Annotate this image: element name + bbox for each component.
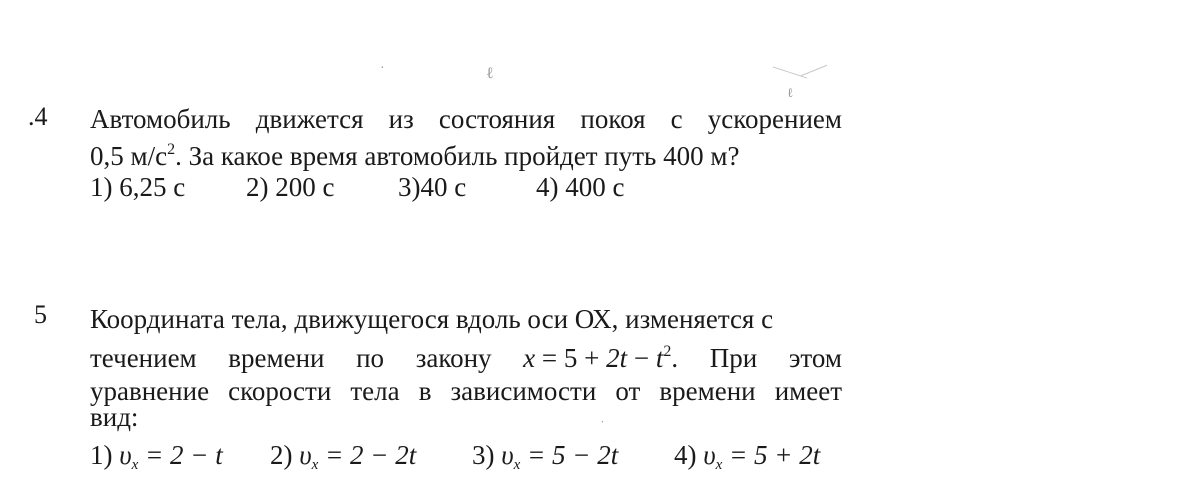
- word: по: [356, 343, 385, 373]
- word: времени: [659, 376, 756, 406]
- velocity-symbol: υ: [299, 440, 312, 470]
- option-label: 2): [270, 440, 293, 470]
- velocity-subscript: x: [311, 457, 319, 473]
- word: этом: [788, 343, 842, 373]
- problem-4-option-3: 3)40 с: [398, 172, 467, 202]
- problem-4-option-4: 4) 400 с: [536, 172, 625, 202]
- word: При: [709, 343, 758, 373]
- problem-5-line-4: вид:: [90, 402, 139, 432]
- scan-mark: [801, 65, 827, 76]
- word: состояния: [438, 104, 556, 134]
- eq-term: t: [655, 343, 664, 373]
- problem-5-line-1: Координата тела, движущегося вдоль оси ОХ, изменяется с: [90, 304, 774, 334]
- word: скорости: [228, 376, 332, 406]
- word: ускорением: [707, 104, 842, 134]
- velocity-subscript: x: [513, 457, 521, 473]
- velocity-subscript: x: [131, 457, 139, 473]
- problem-5-line-2: [90, 344, 842, 372]
- problem-5-option-2: [270, 442, 416, 473]
- velocity-symbol: υ: [119, 440, 132, 470]
- problem-4-line-1: [90, 106, 842, 133]
- word: уравнение: [90, 376, 210, 406]
- word: в: [418, 376, 432, 406]
- eq-term: 5: [563, 343, 578, 373]
- word: закону: [415, 343, 492, 373]
- scan-speck: ˙: [600, 419, 605, 434]
- problem-5-option-3: [472, 442, 618, 473]
- option-label: 3): [472, 440, 495, 470]
- problem-4-number: .4: [28, 102, 48, 131]
- word: течением: [90, 343, 197, 373]
- scan-mark: [773, 66, 808, 78]
- word: от: [615, 376, 641, 406]
- problem-4-option-2: 2) 200 с: [246, 172, 335, 202]
- problem-5-line-3: [90, 378, 842, 405]
- eq-end: .: [671, 343, 679, 373]
- question-text: . За какое время автомобиль пройдет путь 400 м?: [175, 141, 740, 171]
- eq-lhs: x: [523, 343, 536, 373]
- word: движется: [255, 104, 364, 134]
- acceleration-value: 0,5 м/с: [90, 141, 168, 171]
- eq-exponent: 2: [663, 343, 672, 360]
- eq-plus: +: [584, 343, 600, 373]
- scan-speck: ·: [380, 61, 385, 76]
- scan-speck: ℓ: [486, 65, 494, 82]
- velocity-symbol: υ: [501, 440, 514, 470]
- option-equation: = 5 + 2t: [729, 440, 821, 470]
- velocity-subscript: x: [715, 457, 723, 473]
- word: Автомобиль: [90, 104, 231, 134]
- exponent: 2: [167, 141, 176, 158]
- eq-term: 2t: [606, 343, 628, 373]
- option-equation: = 5 − 2t: [527, 440, 619, 470]
- eq-minus: −: [633, 343, 650, 373]
- option-equation: = 2 − 2t: [325, 440, 417, 470]
- eq-sign: =: [541, 343, 558, 373]
- problem-4-line-2: [90, 142, 739, 170]
- problem-4-option-1: 1) 6,25 с: [90, 172, 186, 202]
- word: из: [388, 104, 414, 134]
- word: тела: [350, 376, 400, 406]
- option-label: 1): [90, 440, 113, 470]
- problem-5-option-4: [674, 442, 820, 473]
- word: покоя: [580, 104, 646, 134]
- word: времени: [228, 343, 325, 373]
- option-equation: = 2 − t: [145, 440, 223, 470]
- scan-speck: ℓ: [787, 85, 794, 100]
- coordinate-law-equation: [523, 344, 678, 372]
- word: с: [670, 104, 683, 134]
- word: имеет: [774, 376, 842, 406]
- problem-5-number: 5: [34, 300, 47, 329]
- velocity-symbol: υ: [703, 440, 716, 470]
- problem-5-option-1: [90, 442, 223, 473]
- option-label: 4): [674, 440, 697, 470]
- word: зависимости: [450, 376, 597, 406]
